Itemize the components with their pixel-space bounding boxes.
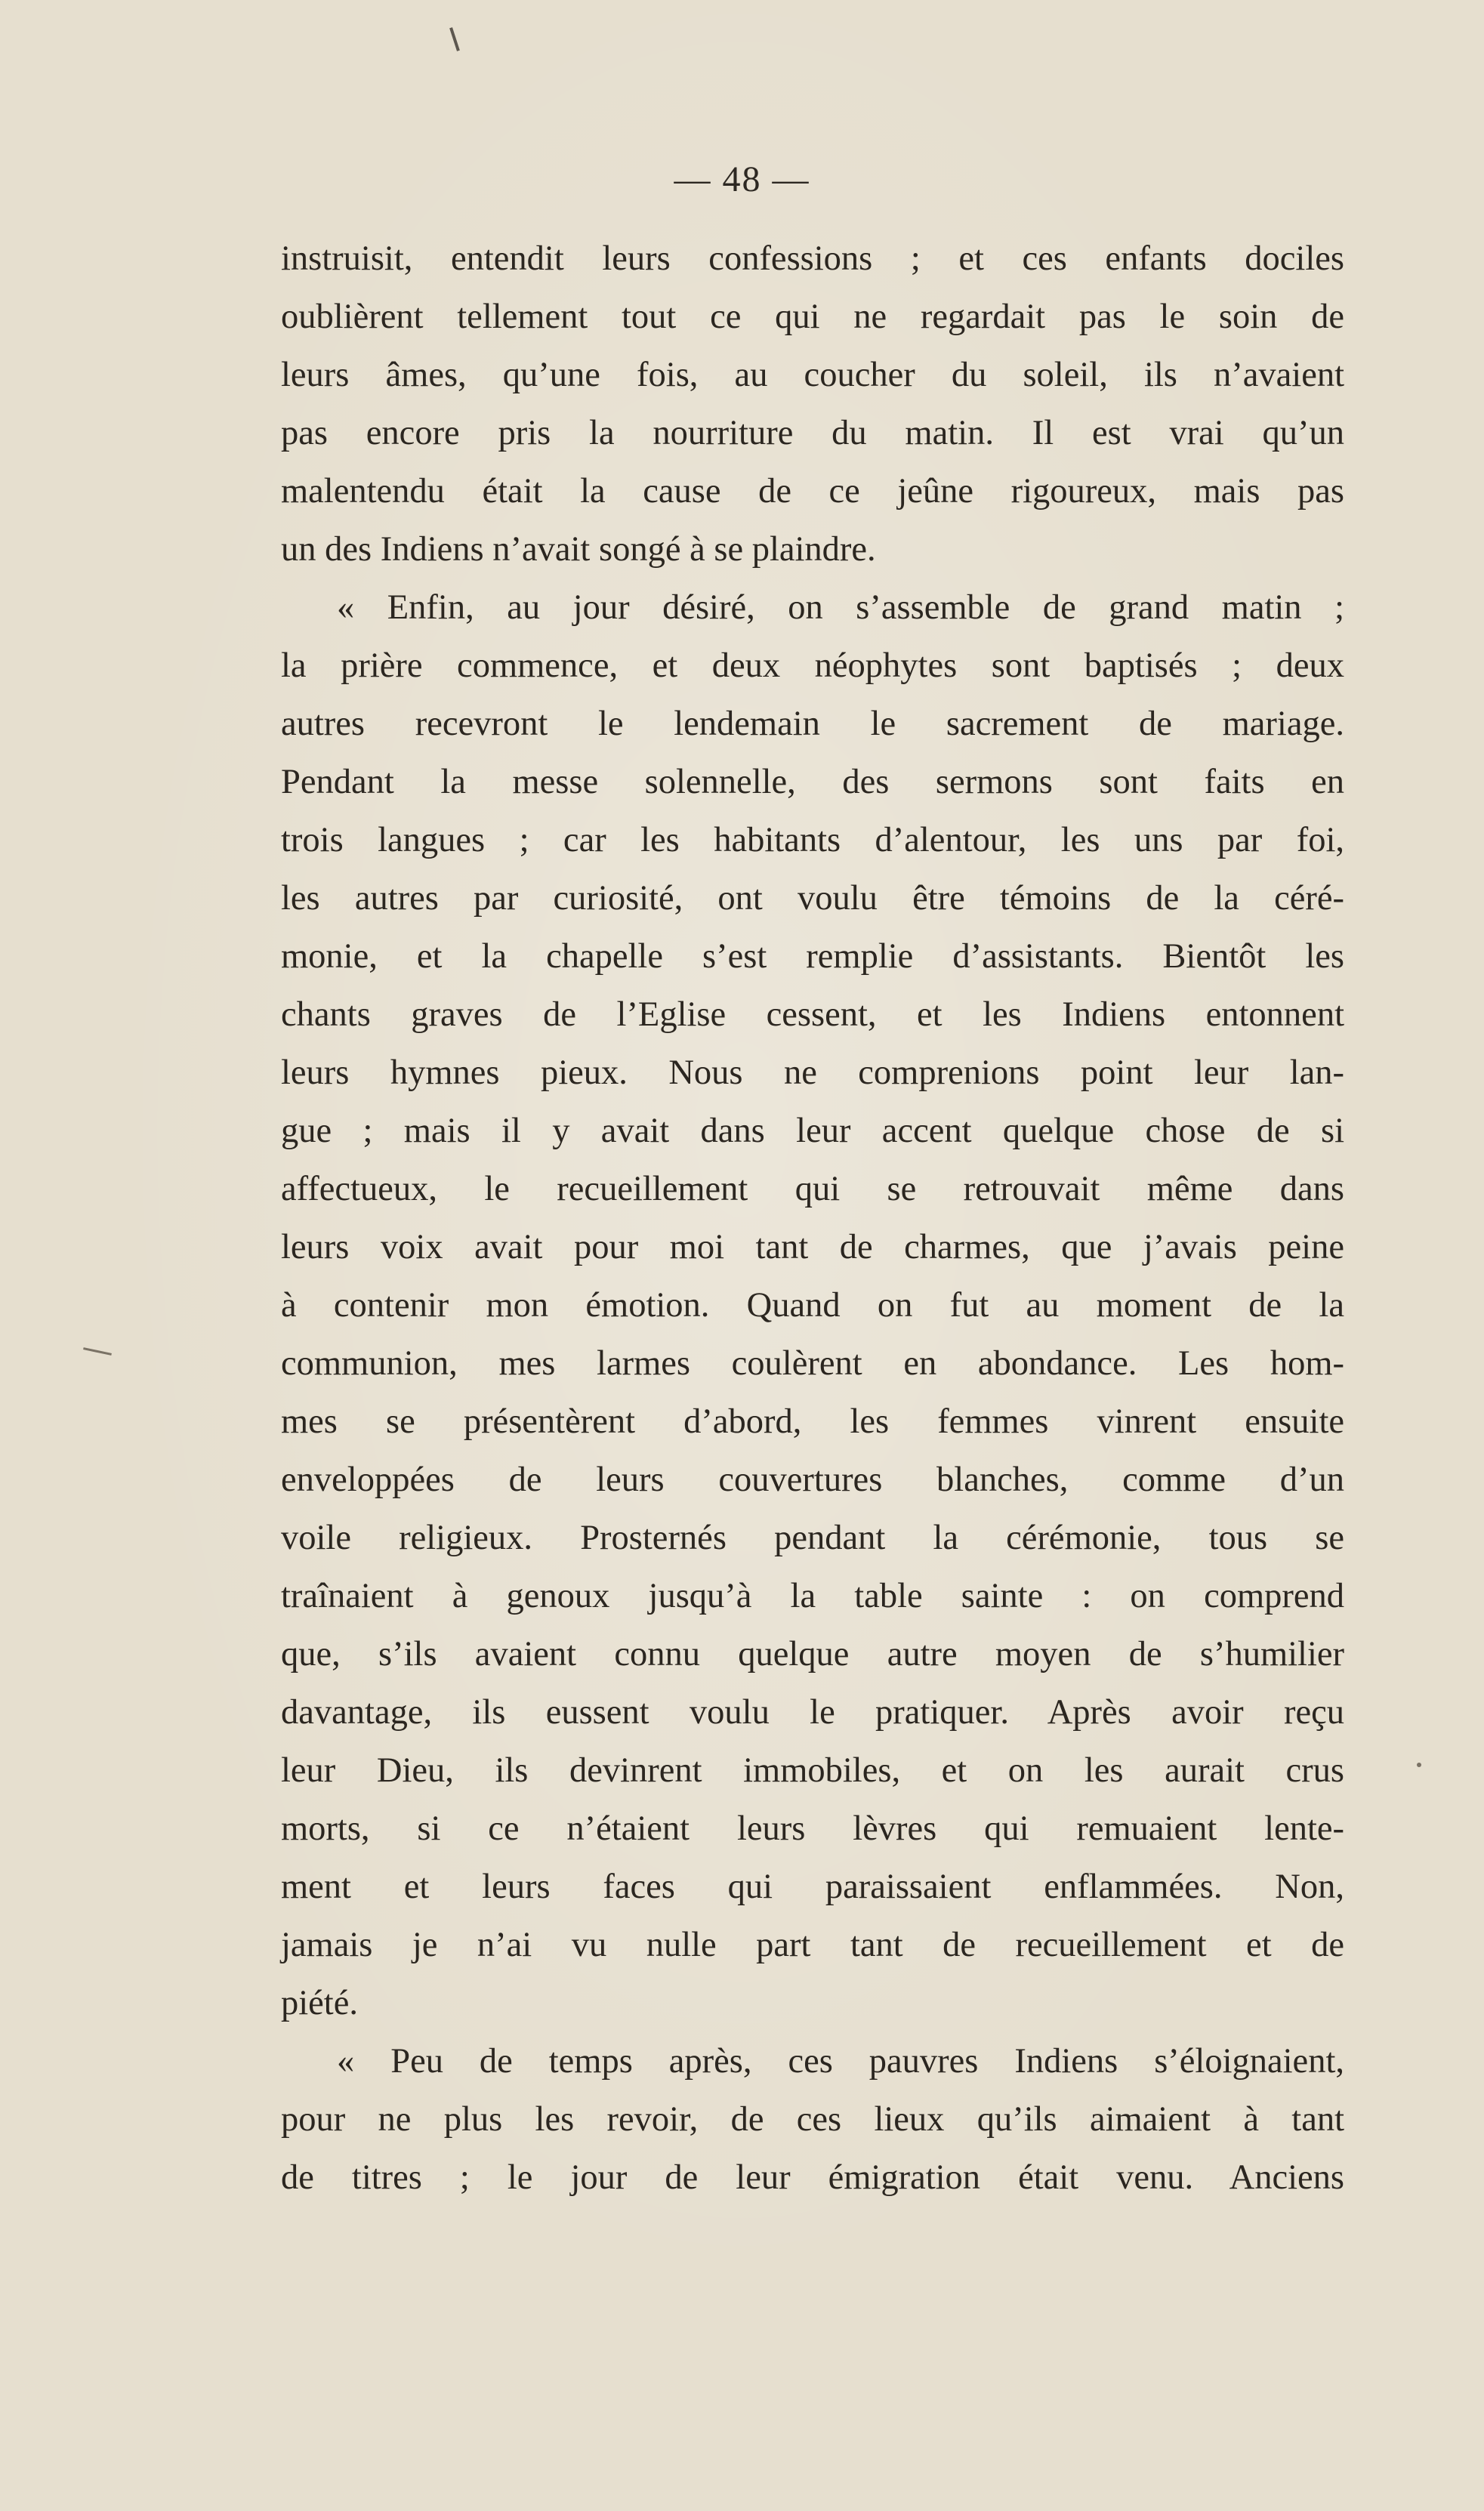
- text-line: que, s’ils avaient connu quelque autre moyen de s’humilier: [281, 1635, 1344, 1673]
- text-line: communion, mes larmes coulèrent en abondance. Les hom-: [281, 1344, 1344, 1383]
- text-line: leur Dieu, ils devinrent immobiles, et on les aurait crus: [281, 1751, 1344, 1790]
- text-line: autres recevront le lendemain le sacrement de mariage.: [281, 705, 1344, 743]
- text-line: oublièrent tellement tout ce qui ne regardait pas le soin de: [281, 298, 1344, 336]
- text-line: trois langues ; car les habitants d’alentour, les uns par foi,: [281, 821, 1344, 859]
- paper-speck: [1417, 1763, 1421, 1767]
- text-line: chants graves de l’Eglise cessent, et les Indiens entonnent: [281, 995, 1344, 1034]
- text-line: morts, si ce n’étaient leurs lèvres qui remuaient lente-: [281, 1809, 1344, 1848]
- text-line: jamais je n’ai vu nulle part tant de recueillement et de: [281, 1926, 1344, 1964]
- text-line: les autres par curiosité, ont voulu être témoins de la céré-: [281, 879, 1344, 918]
- text-line: un des Indiens n’avait songé à se plaindre.: [281, 530, 876, 569]
- text-line: mes se présentèrent d’abord, les femmes vinrent ensuite: [281, 1402, 1344, 1441]
- text-line: pas encore pris la nourriture du matin. Il est vrai qu’un: [281, 414, 1344, 452]
- text-line: enveloppées de leurs couvertures blanches, comme d’un: [281, 1461, 1344, 1499]
- text-line: leurs âmes, qu’une fois, au coucher du soleil, ils n’avaient: [281, 356, 1344, 394]
- text-line: piété.: [281, 1984, 358, 2022]
- text-line: ment et leurs faces qui paraissaient enflammées. Non,: [281, 1868, 1344, 1906]
- margin-pencil-mark: [83, 1347, 112, 1356]
- text-line: la prière commence, et deux néophytes sont baptisés ; deux: [281, 646, 1344, 685]
- text-line: monie, et la chapelle s’est remplie d’assistants. Bientôt les: [281, 937, 1344, 976]
- text-line: « Enfin, au jour désiré, on s’assemble de grand matin ;: [337, 588, 1344, 627]
- text-line: traînaient à genoux jusqu’à la table sainte : on comprend: [281, 1577, 1344, 1615]
- text-line: affectueux, le recueillement qui se retrouvait même dans: [281, 1170, 1344, 1208]
- text-line: leurs voix avait pour moi tant de charmes, que j’avais peine: [281, 1228, 1344, 1266]
- page-number: — 48 —: [674, 159, 810, 199]
- text-line: pour ne plus les revoir, de ces lieux qu’ils aimaient à tant: [281, 2100, 1344, 2139]
- text-line: voile religieux. Prosternés pendant la cérémonie, tous se: [281, 1519, 1344, 1557]
- text-line: instruisit, entendit leurs confessions ; et ces enfants dociles: [281, 239, 1344, 278]
- text-line: Pendant la messe solennelle, des sermons sont faits en: [281, 763, 1344, 801]
- text-line: « Peu de temps après, ces pauvres Indiens s’éloignaient,: [337, 2042, 1344, 2081]
- text-line: leurs hymnes pieux. Nous ne comprenions point leur lan-: [281, 1053, 1344, 1092]
- text-line: à contenir mon émotion. Quand on fut au moment de la: [281, 1286, 1344, 1325]
- body-text: [281, 230, 1344, 2207]
- text-line: malentendu était la cause de ce jeûne rigoureux, mais pas: [281, 472, 1344, 511]
- text-line: davantage, ils eussent voulu le pratiquer. Après avoir reçu: [281, 1693, 1344, 1732]
- text-line: gue ; mais il y avait dans leur accent quelque chose de si: [281, 1112, 1344, 1150]
- text-line: de titres ; le jour de leur émigration était venu. Anciens: [281, 2158, 1344, 2197]
- ink-mark: [449, 27, 460, 51]
